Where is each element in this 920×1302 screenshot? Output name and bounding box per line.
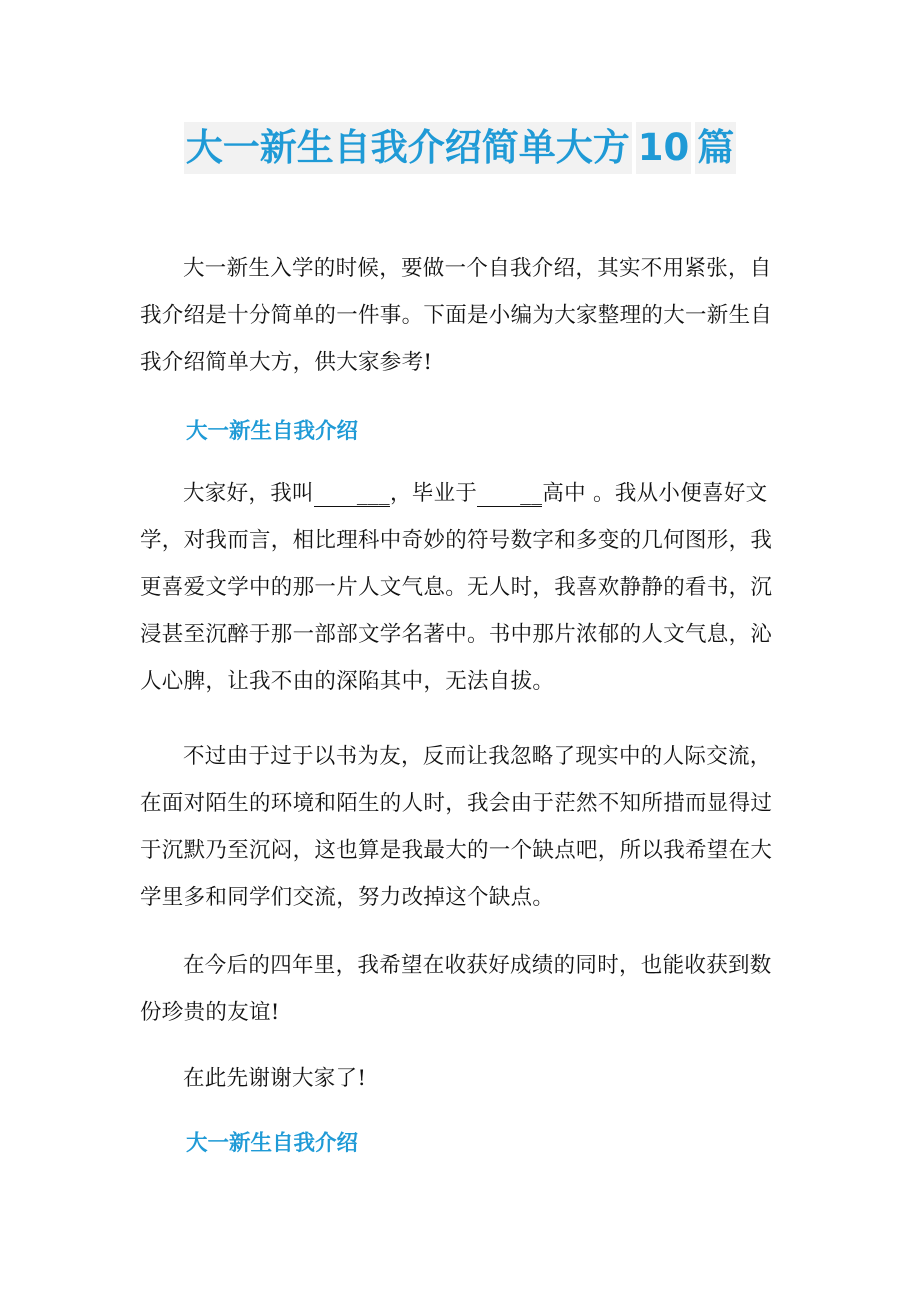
intro-paragraph: 大一新生入学的时候，要做一个自我介绍，其实不用紧张，自我介绍是十分简单的一件事。下面是小编为大家整理的大一新生自我介绍简单大方，供大家参考!: [140, 256, 773, 375]
page-title: [0, 122, 920, 174]
section-heading-1: 大一新生自我介绍: [186, 419, 359, 444]
school-blank: __: [477, 482, 542, 507]
paragraph-body: 高中 。我从小便喜好文学，对我而言，相比理科中奇妙的符号数字和多变的几何图形，我更喜爱文学中的那一片人文气息。无人时，我喜欢静静的看书，沉浸甚至沉醉于那一部部文学名著中。书中那片浓郁的人文气息，沁人心脾，让我不由的深陷其中，无法自拔。: [140, 481, 773, 694]
section1-paragraph-3: 在今后的四年里，我希望在收获好成绩的同时，也能收获到数份珍贵的友谊!: [140, 953, 772, 1025]
section-heading-2: 大一新生自我介绍: [186, 1131, 359, 1156]
name-blank: ___: [314, 482, 390, 507]
title-suffix: 篇: [695, 122, 736, 174]
greeting-text: 大家好，我叫: [183, 481, 314, 506]
graduated-text: ，毕业于: [389, 481, 478, 506]
title-main: 大一新生自我介绍简单大方: [184, 122, 632, 174]
section1-paragraph-4: 在此先谢谢大家了!: [183, 1066, 367, 1091]
section1-paragraph-1: [140, 470, 780, 705]
title-number: 10: [636, 122, 692, 174]
section1-paragraph-2: 不过由于过于以书为友，反而让我忽略了现实中的人际交流，在面对陌生的环境和陌生的人时，我会由于茫然不知所措而显得过于沉默乃至沉闷，这也算是我最大的一个缺点吧，所以我希望在大学里多和同学们交流，努力改掉这个缺点。: [140, 744, 773, 910]
